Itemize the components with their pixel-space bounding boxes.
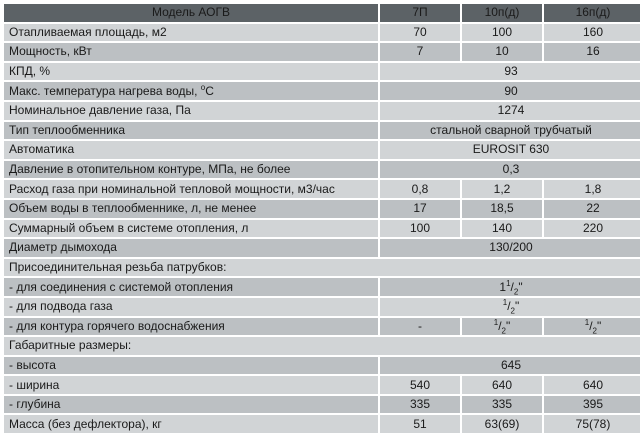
- cell-value: $^1/_2$": [380, 298, 640, 316]
- table-row: [4, 298, 640, 316]
- cell-value: 395: [544, 396, 640, 414]
- cell-value: $^1/_2$": [544, 318, 640, 336]
- cell-value: 140: [462, 220, 542, 238]
- cell-value: 18,5: [462, 200, 542, 218]
- table-row: [4, 122, 640, 140]
- section-label: Присоединительная резьба патрубков:: [4, 259, 640, 277]
- table-row: [4, 337, 640, 355]
- cell-value: 51: [380, 415, 460, 433]
- header-model: Модель АОГВ: [4, 4, 378, 22]
- table-row: [4, 161, 640, 179]
- cell-value: 1274: [380, 102, 640, 120]
- table-row: [4, 102, 640, 120]
- degree-mark: o: [200, 82, 206, 92]
- cell-value: $^1/_2$": [462, 318, 542, 336]
- cell-value: 75(78): [544, 415, 640, 433]
- row-label: Мощность, кВт: [4, 43, 378, 61]
- cell-value: 1,2: [462, 180, 542, 198]
- table-row: [4, 180, 640, 198]
- cell-value: 93: [380, 63, 640, 81]
- cell-value: 7: [380, 43, 460, 61]
- row-label: - для контура горячего водоснабжения: [4, 318, 378, 336]
- table-row: [4, 396, 640, 414]
- table-row: [4, 376, 640, 394]
- cell-value: 645: [380, 357, 640, 375]
- cell-value: 63(69): [462, 415, 542, 433]
- cell-value: 640: [462, 376, 542, 394]
- cell-value: 0,8: [380, 180, 460, 198]
- row-label: КПД, %: [4, 63, 378, 81]
- table-row: [4, 82, 640, 100]
- cell-value: 540: [380, 376, 460, 394]
- row-label: Диаметр дымохода: [4, 239, 378, 257]
- cell-value: 10: [462, 43, 542, 61]
- table-row: [4, 220, 640, 238]
- cell-value: 100: [462, 24, 542, 42]
- header-col-10p: 10п(д): [462, 4, 542, 22]
- row-label: Номинальное давление газа, Па: [4, 102, 378, 120]
- row-label: - для соединения с системой отопления: [4, 278, 378, 296]
- row-label: - глубина: [4, 396, 378, 414]
- row-label: Масса (без дефлектора), кг: [4, 415, 378, 433]
- cell-value: 17: [380, 200, 460, 218]
- row-label: Суммарный объем в системе отопления, л: [4, 220, 378, 238]
- table-row: [4, 24, 640, 42]
- row-label: - для подвода газа: [4, 298, 378, 316]
- spec-table: [2, 2, 640, 435]
- table-row: [4, 63, 640, 81]
- header-row: [4, 4, 640, 22]
- table-row: [4, 141, 640, 159]
- row-label: Автоматика: [4, 141, 378, 159]
- cell-value: 100: [380, 220, 460, 238]
- table-row: [4, 357, 640, 375]
- header-col-7p: 7П: [380, 4, 460, 22]
- table-row: [4, 200, 640, 218]
- cell-value: стальной сварной трубчатый: [380, 122, 640, 140]
- cell-value: -: [380, 318, 460, 336]
- cell-value: 0,3: [380, 161, 640, 179]
- table-row: [4, 259, 640, 277]
- row-label: Макс. температура нагрева воды, $^o$С: [4, 82, 378, 100]
- table-row: [4, 278, 640, 296]
- table-row: [4, 318, 640, 336]
- row-label: Объем воды в теплообменнике, л, не менее: [4, 200, 378, 218]
- cell-value: 130/200: [380, 239, 640, 257]
- cell-value: 335: [380, 396, 460, 414]
- row-label: - высота: [4, 357, 378, 375]
- cell-value: 1,8: [544, 180, 640, 198]
- table-row: [4, 415, 640, 433]
- table-row: [4, 239, 640, 257]
- cell-value: 90: [380, 82, 640, 100]
- cell-value: 70: [380, 24, 460, 42]
- table-row: [4, 43, 640, 61]
- row-label: Давление в отопительном контуре, МПа, не более: [4, 161, 378, 179]
- row-label: Тип теплообменника: [4, 122, 378, 140]
- cell-value: 160: [544, 24, 640, 42]
- cell-value: 22: [544, 200, 640, 218]
- cell-value: 335: [462, 396, 542, 414]
- cell-value: 220: [544, 220, 640, 238]
- section-label: Габаритные размеры:: [4, 337, 640, 355]
- cell-value: $1^1/_2$": [380, 278, 640, 296]
- cell-value: 640: [544, 376, 640, 394]
- row-label: - ширина: [4, 376, 378, 394]
- header-col-16p: 16п(д): [544, 4, 640, 22]
- row-label: Отапливаемая площадь, м2: [4, 24, 378, 42]
- row-label: Расход газа при номинальной тепловой мощности, м3/час: [4, 180, 378, 198]
- cell-value: EUROSIT 630: [380, 141, 640, 159]
- cell-value: 16: [544, 43, 640, 61]
